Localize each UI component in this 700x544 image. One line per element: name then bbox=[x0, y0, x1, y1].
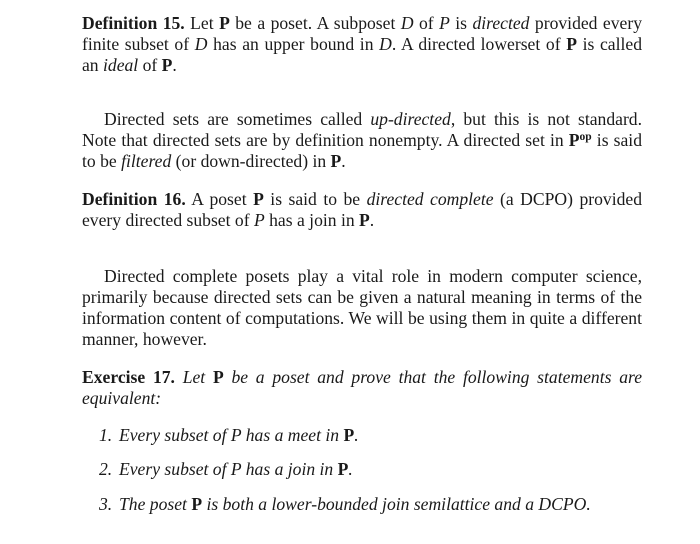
text: provided every finite subset of bbox=[82, 13, 642, 54]
text: , but this is not standard. Note that directed sets are by definition nonempty. A directed set in bbox=[82, 109, 642, 150]
list-number: 2. bbox=[99, 459, 113, 479]
list-number: 3. bbox=[99, 494, 113, 514]
math-symbol: P bbox=[212, 367, 224, 387]
defined-term: directed complete bbox=[366, 189, 494, 209]
math-symbol: D bbox=[379, 34, 392, 54]
definition-label: Definition 15. bbox=[82, 13, 185, 33]
definition-15 bbox=[82, 13, 642, 76]
math-symbol: D bbox=[194, 34, 208, 54]
text: is bbox=[449, 13, 473, 33]
text: . A directed lowerset of bbox=[391, 34, 567, 54]
text: is said to be bbox=[82, 130, 642, 171]
exercise-17 bbox=[82, 367, 642, 409]
text: Every subset of bbox=[119, 425, 231, 445]
text: A poset bbox=[185, 189, 254, 209]
math-symbol: P bbox=[219, 13, 230, 33]
text: has an upper bound in bbox=[207, 34, 380, 54]
math-symbol: P bbox=[230, 459, 242, 479]
text: be a poset and prove that the following statements are equivalent: bbox=[82, 367, 643, 408]
math-symbol: P bbox=[343, 425, 355, 445]
text: . bbox=[172, 55, 177, 75]
paragraph-dcpo-computer-science bbox=[82, 266, 642, 350]
text: (or down-directed) in bbox=[171, 151, 331, 171]
text: (a DCPO) provided every directed subset of bbox=[82, 189, 642, 230]
text: Let bbox=[174, 367, 213, 387]
text: is called an bbox=[82, 34, 642, 75]
definition-16 bbox=[82, 189, 642, 231]
list-number: 1. bbox=[99, 425, 113, 445]
math-symbol: P bbox=[566, 34, 577, 54]
math-symbol: P bbox=[359, 210, 370, 230]
math-symbol: P bbox=[439, 13, 450, 33]
math-symbol: P bbox=[161, 55, 173, 75]
text: . bbox=[354, 425, 359, 445]
math-symbol: P bbox=[337, 459, 349, 479]
math-symbol: P bbox=[253, 210, 265, 230]
math-symbol: P bbox=[330, 151, 342, 171]
text: is said to be bbox=[263, 189, 367, 209]
definition-label: Definition 16. bbox=[82, 189, 186, 209]
defined-term: filtered bbox=[121, 151, 172, 171]
superscript-op: op bbox=[579, 131, 592, 143]
math-symbol: P bbox=[191, 494, 203, 514]
exercise-label: Exercise 17. bbox=[82, 367, 175, 387]
text: has a join in bbox=[264, 210, 360, 230]
text: The poset bbox=[119, 494, 192, 514]
text: is both a lower-bounded join semilattice and a DCPO. bbox=[202, 494, 591, 514]
math-symbol: P bbox=[230, 425, 242, 445]
list-item bbox=[99, 425, 359, 446]
text: of bbox=[138, 55, 162, 75]
text: Every subset of bbox=[119, 459, 231, 479]
text: . bbox=[348, 459, 353, 479]
text: Let bbox=[184, 13, 220, 33]
text: Directed sets are sometimes called bbox=[104, 109, 371, 129]
defined-term: directed bbox=[472, 13, 530, 33]
text: Directed complete posets play a vital role in modern computer science, primarily because directed sets can be given a natural meaning in terms of the information content of computations. We will be using them in quite a different manner, however. bbox=[82, 266, 642, 349]
text: has a join in bbox=[241, 459, 338, 479]
text: of bbox=[413, 13, 440, 33]
math-symbol: P bbox=[568, 130, 580, 150]
text: has a meet in bbox=[241, 425, 344, 445]
defined-term: ideal bbox=[103, 55, 139, 75]
list-item bbox=[99, 459, 353, 480]
paragraph-directed-sets bbox=[82, 109, 642, 172]
list-item bbox=[99, 494, 591, 515]
defined-term: up-directed bbox=[370, 109, 451, 129]
math-symbol: D bbox=[400, 13, 414, 33]
math-symbol: P bbox=[253, 189, 264, 209]
text: be a poset. A subposet bbox=[229, 13, 401, 33]
text: . bbox=[369, 210, 375, 230]
text: . bbox=[341, 151, 346, 171]
